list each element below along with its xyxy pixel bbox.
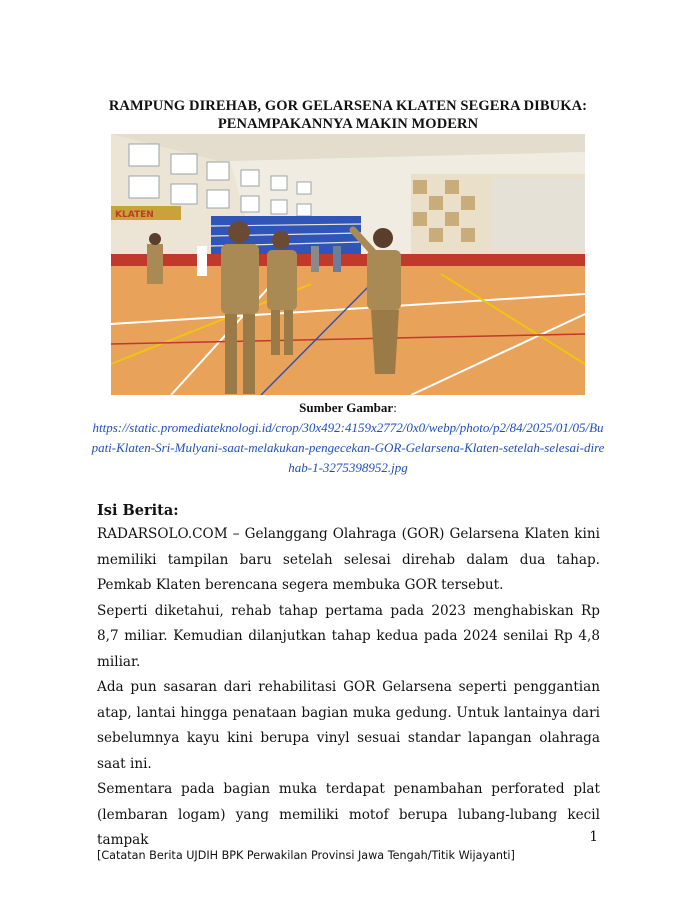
- article-photo: [111, 134, 585, 395]
- body-paragraph-1: RADARSOLO.COM – Gelanggang Olahraga (GOR) Gelarsena Klaten kini memiliki tampilan baru setelah selesai direhab dalam dua tahap. Pemkab Klaten berencana segera membuka GOR tersebut.: [97, 526, 600, 593]
- caption-colon: :: [393, 400, 397, 415]
- body-paragraph-4: Sementara pada bagian muka terdapat penambahan perforated plat (lembaran logam) yang memiliki motof berupa lubang-lubang kecil tampak: [97, 781, 600, 848]
- body-paragraph-2: Seperti diketahui, rehab tahap pertama pada 2023 menghabiskan Rp 8,7 miliar. Kemudian dilanjutkan tahap kedua pada 2024 senilai Rp 4,8 miliar.: [97, 602, 600, 670]
- article-body: [97, 522, 600, 854]
- svg-text:KLATEN: KLATEN: [115, 210, 154, 220]
- photo-caption: [90, 398, 606, 478]
- section-heading: Isi Berita:: [97, 502, 179, 519]
- article-title: [80, 97, 616, 133]
- caption-source-line: [90, 398, 606, 418]
- article-title-line-2: PENAMPAKANNYA MAKIN MODERN: [217, 116, 479, 132]
- page-footer: [Catatan Berita UJDIH BPK Perwakilan Provinsi Jawa Tengah/Titik Wijayanti]: [97, 849, 515, 862]
- article-title-line-1: RAMPUNG DIREHAB, GOR GELARSENA KLATEN SEGERA DIBUKA:: [108, 98, 588, 114]
- body-paragraph-3: Ada pun sasaran dari rehabilitasi GOR Gelarsena seperti penggantian atap, lantai hingga penataan bagian muka gedung. Untuk lantainya dari sebelumnya kayu kini berupa vinyl sesuai standar lapangan olahraga saat ini.: [97, 679, 600, 772]
- caption-source-url[interactable]: https://static.promediateknologi.id/crop/30x492:4159x2772/0x0/webp/photo/p2/84/2025/01/05/Bupati-Klaten-Sri-Mulyani-saat-melakukan-pengecekan-GOR-Gelarsena-Klaten-setelah-selesai-direhab-1-3275398952.jpg: [91, 420, 605, 475]
- page-number: 1: [589, 829, 598, 845]
- caption-label: Sumber Gambar: [299, 400, 394, 415]
